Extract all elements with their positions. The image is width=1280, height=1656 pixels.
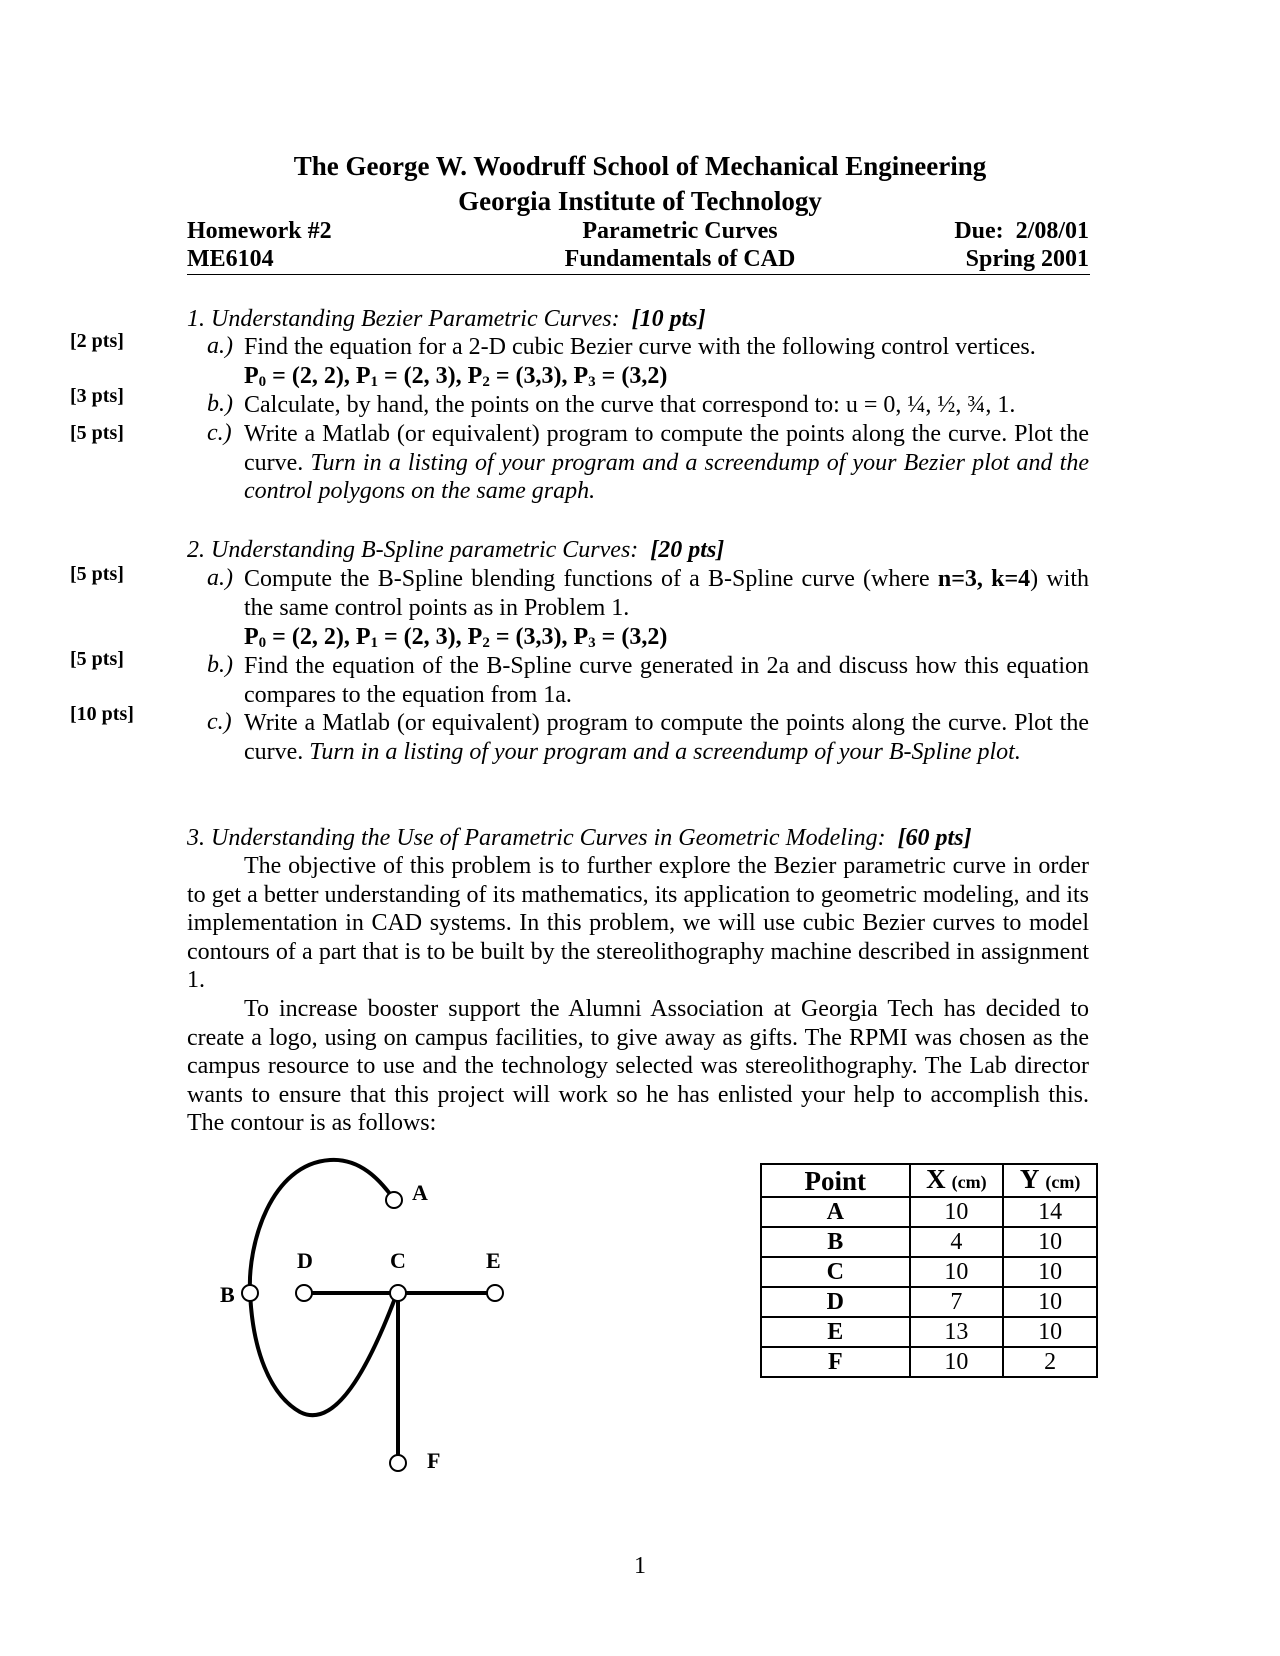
problem1c-label: c.): [207, 420, 232, 446]
problem1a-label: a.): [207, 333, 233, 359]
table-cell-point: E: [761, 1317, 910, 1347]
header-x-label: X: [926, 1164, 946, 1194]
table-cell-point: B: [761, 1227, 910, 1257]
contour-figure: [200, 1150, 540, 1510]
table-cell-y: 10: [1003, 1287, 1097, 1317]
topic: Parametric Curves: [582, 218, 778, 244]
table-cell-x: 10: [910, 1257, 1004, 1287]
header-y: [1003, 1164, 1097, 1197]
table-row: [761, 1347, 1097, 1377]
label-a: A: [412, 1180, 428, 1205]
table-cell-y: 10: [1003, 1227, 1097, 1257]
problem2b-text: Find the equation of the B-Spline curve generated in 2a and discuss how this equation compares to the equation from 1a.: [244, 653, 1089, 708]
problem1a-points: [2 pts]: [70, 330, 124, 352]
problem1-points: [10 pts]: [631, 306, 706, 332]
table-row: [761, 1257, 1097, 1287]
problem2-heading: [187, 536, 724, 564]
point-b-marker: [242, 1285, 258, 1301]
problem3-heading: [187, 824, 972, 852]
problem1b-points: [3 pts]: [70, 385, 124, 407]
problem1-heading-text: 1. Understanding Bezier Parametric Curves:: [187, 306, 620, 332]
table-cell-y: 14: [1003, 1197, 1097, 1227]
school-title: The George W. Woodruff School of Mechanical Engineering: [293, 151, 987, 181]
table-cell-point: F: [761, 1347, 910, 1377]
problem2c-label: c.): [207, 709, 232, 735]
table-cell-point: C: [761, 1257, 910, 1287]
problem1a-text: Find the equation for a 2-D cubic Bezier curve with the following control vertices.: [244, 334, 1036, 360]
problem1c-text: [244, 420, 1089, 506]
table-cell-y: 2: [1003, 1347, 1097, 1377]
point-a-marker: [386, 1192, 402, 1208]
point-c-marker: [390, 1285, 406, 1301]
header-y-label: Y: [1019, 1164, 1040, 1194]
page-number: 1: [634, 1553, 646, 1579]
table-cell-point: D: [761, 1287, 910, 1317]
problem2a-text-part2: ) with the same control points as in Problem 1.: [244, 566, 1090, 621]
problem3-paragraph1: The objective of this problem is to further explore the Bezier parametric curve in order to get a better understanding of its mathematics, its application to geometric modeling, and its implementation in CAD systems. In this problem, we will use cubic Bezier curves to model contours of a part that is to be built by the stereolithography machine described in assignment 1.: [187, 853, 1089, 994]
problem2a-bold: n=3, k=4: [937, 566, 1031, 592]
institute-title: Georgia Institute of Technology: [458, 186, 822, 216]
coordinates-table: [760, 1163, 1098, 1378]
problem1c-points: [5 pts]: [70, 422, 124, 444]
table-cell-y: 10: [1003, 1257, 1097, 1287]
problem3-heading-text: 3. Understanding the Use of Parametric Curves in Geometric Modeling:: [187, 825, 886, 851]
problem2c-points: [10 pts]: [70, 703, 134, 725]
table-row: [761, 1227, 1097, 1257]
problem1b-label: b.): [207, 391, 233, 417]
point-f-marker: [390, 1455, 406, 1471]
problem3-points: [60 pts]: [897, 825, 972, 851]
table-row: [761, 1287, 1097, 1317]
problem2b-label: b.): [207, 652, 233, 678]
table-cell-x: 7: [910, 1287, 1004, 1317]
header-x: [910, 1164, 1004, 1197]
label-f: F: [427, 1448, 441, 1473]
point-e-marker: [487, 1285, 503, 1301]
problem1b-text: Calculate, by hand, the points on the curve that correspond to: u = 0, ¼, ½, ¾, 1.: [244, 392, 1016, 418]
header-rule: [187, 274, 1090, 275]
course-code: ME6104: [187, 246, 274, 272]
course-name: Fundamentals of CAD: [564, 246, 796, 272]
table-cell-x: 13: [910, 1317, 1004, 1347]
problem2-heading-text: 2. Understanding B-Spline parametric Curves:: [187, 537, 639, 563]
problem2a-text-part1: Compute the B-Spline blending functions of a B-Spline curve (where: [244, 566, 930, 592]
table-cell-x: 10: [910, 1347, 1004, 1377]
due-date: Due: 2/08/01: [954, 218, 1089, 244]
problem2a-label: a.): [207, 565, 233, 591]
problem2-points: [20 pts]: [650, 537, 725, 563]
table-cell-x: 10: [910, 1197, 1004, 1227]
label-e: E: [486, 1248, 501, 1273]
point-d-marker: [296, 1285, 312, 1301]
problem2c-plain: Write a Matlab (or equivalent) program to compute the points along the curve. Plot the curve.: [244, 710, 1089, 765]
problem2c-italic: Turn in a listing of your program and a screendump of your B-Spline plot.: [309, 738, 1021, 765]
table-row: [761, 1197, 1097, 1227]
table-cell-x: 4: [910, 1227, 1004, 1257]
problem1c-italic: Turn in a listing of your program and a screendump of your Bezier plot and the control polygons on the same graph.: [244, 449, 1090, 505]
problem2a-text: [244, 565, 1089, 622]
label-b: B: [220, 1282, 235, 1307]
problem1c-plain: Write a Matlab (or equivalent) program to compute the points along the curve. Plot the curve.: [244, 421, 1089, 476]
problem3-paragraph2: To increase booster support the Alumni Association at Georgia Tech has decided to create a logo, using on campus facilities, to give away as gifts. The RPMI was chosen as the campus resource to use and the technology selected was stereolithography. The Lab director wants to ensure that this project will work so he has enlisted your help to accomplish this. The contour is as follows:: [187, 996, 1089, 1137]
problem2c-text: [244, 709, 1089, 766]
header-y-unit: (cm): [1045, 1172, 1081, 1192]
problem2a-points: [5 pts]: [70, 563, 124, 585]
contour-curve: [250, 1160, 397, 1415]
header-x-unit: (cm): [951, 1172, 987, 1192]
table-cell-point: A: [761, 1197, 910, 1227]
problem2b-points: [5 pts]: [70, 648, 124, 670]
problem1-control-points: $P_0 = (2$, 2), $P_1 = (2$, 3), $P_2 = (3,3)$, $P_3 = (3,2)$: [244, 363, 668, 390]
header-point: Point: [761, 1164, 910, 1197]
semester: Spring 2001: [965, 246, 1089, 272]
problem1-heading: [187, 305, 706, 333]
table-header-row: [761, 1164, 1097, 1197]
label-d: D: [297, 1248, 313, 1273]
table-row: [761, 1317, 1097, 1347]
label-c: C: [390, 1248, 406, 1273]
table-cell-y: 10: [1003, 1317, 1097, 1347]
homework-number: Homework #2: [187, 218, 332, 244]
problem2-control-points: $P_0 = (2$, 2), $P_1 = (2$, 3), $P_2 = (3,3)$, $P_3 = (3,2)$: [244, 624, 668, 651]
